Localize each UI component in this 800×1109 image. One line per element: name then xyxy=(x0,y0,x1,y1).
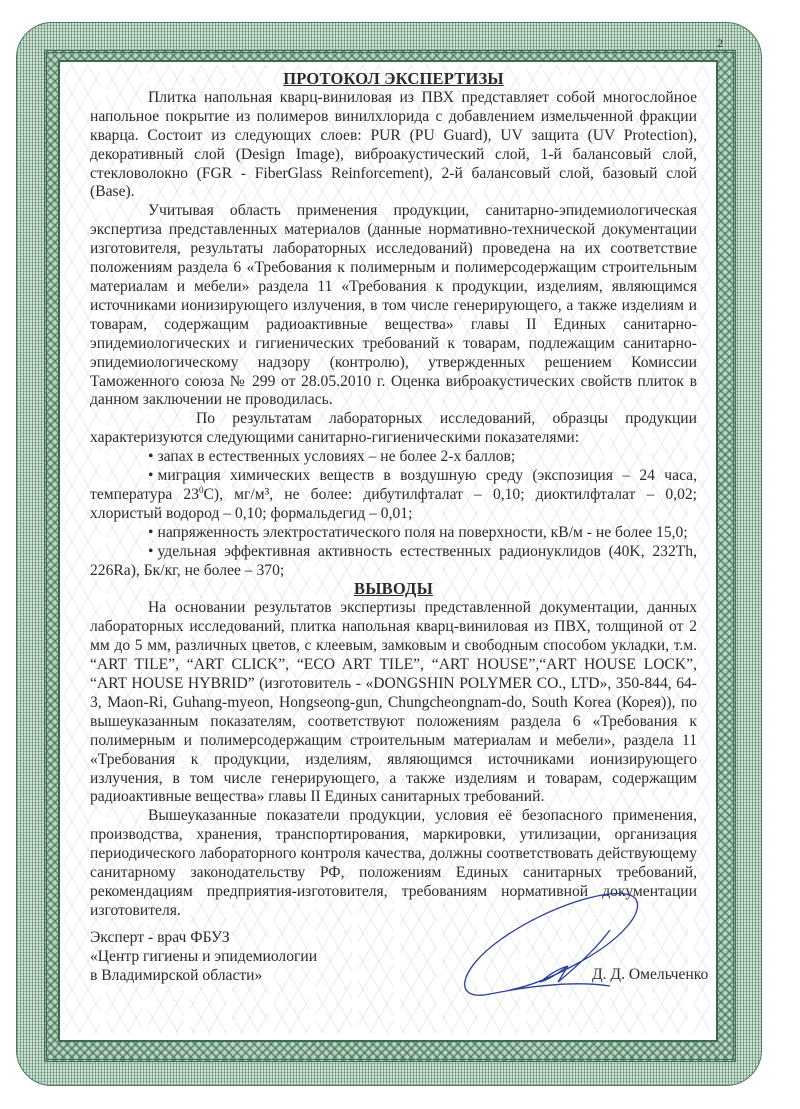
signatory-line: Эксперт - врач ФБУЗ xyxy=(90,929,230,946)
conclusion-paragraph: На основании результатов экспертизы представленной документации, данных лабораторных исследований, плитка напольная кварц-виниловая из ПВХ, толщиной от 2 мм до 5 мм, различных цветов, с клеевым, замковым и свободным способом укладки, т.м. “ART TILE”, “ART CLICK”, “ECO ART TILE”, “ART HOUSE”,“ART HOUSE LOCK”, “ART HOUSE HYBRID” (изготовитель - «DONGSHIN POLYMER CO., LTD», 350-844, 64-3, Maon-Ri, Guhang-myeon, Hongseong-gun, Chungcheongnam-do, South Korea (Корея)), по вышеуказанным показателям, соответствуют положениям раздела 6 «Требования к полимерным и полимерсодержащим строительным материалам и мебели», раздела 11 «Требования к продукции, изделиям, являющимся источниками ионизирующего излучения, в том числе генерирующего, а также изделиям и товарам, содержащим радиоактивные вещества» главы II Единых санитарных требований. xyxy=(90,599,697,806)
bullet-icon: • xyxy=(148,467,154,485)
signer-name: Д. Д. Омельченко xyxy=(592,966,709,983)
indicator-item: • напряженность электростатического поля на поверхности, кВ/м - не более 15,0; xyxy=(148,523,688,541)
conclusions-title: ВЫВОДЫ xyxy=(354,579,433,599)
bullet-icon: • xyxy=(148,542,154,560)
indicator-item: • запах в естественных условиях – не более 2-х баллов; xyxy=(148,448,516,466)
document-title: ПРОТОКОЛ ЭКСПЕРТИЗЫ xyxy=(283,69,504,88)
expertise-scope-paragraph: Учитывая область применения продукции, санитарно-эпидемиологическая экспертиза представленных материалов (данные нормативно-технической документации изготовителя, результаты лабораторных исследований) проведена на их соответствие положениям раздела 6 «Требования к полимерным и полимерсодержащим строительным материалам и мебели» раздела 11 «Требования к продукции, изделиям, являющимся источниками ионизирующего излучения, в том числе генерирующего, а также изделиям и товарам, содержащим радиоактивные вещества» главы II Единых санитарно-эпидемиологических и гигиенических требований к товарам, подлежащим санитарно-эпидемиологическому надзору (контролю), утвержденных решением Комиссии Таможенного союза № 299 от 28.05.2010 г. Оценка виброакустических свойств плиток в данном заключении не проводилась. xyxy=(90,202,697,409)
signatory-line: в Владимирской области» xyxy=(90,967,263,984)
document-body xyxy=(90,70,697,921)
signatory-line: «Центр гигиены и эпидемиологии xyxy=(90,948,318,965)
bullet-icon: • xyxy=(148,448,154,466)
indicators-list xyxy=(90,448,697,580)
requirements-paragraph: Вышеуказанные показатели продукции, условия её безопасного применения, производства, хранения, транспортирования, маркировки, утилизации, организация периодического лабораторного контроля качества, должны соответствовать действующему санитарному законодательству РФ, положениям Единых санитарных требований, рекомендациям предприятия-изготовителя, требованиям нормативной документации изготовителя. xyxy=(90,807,697,919)
signatory-position xyxy=(90,928,317,985)
indicator-item: • удельная эффективная активность естественных радионуклидов (40K, 232Th, 226Ra), Бк/кг, не более – 370; xyxy=(90,542,697,579)
page-number: 2 xyxy=(717,36,723,50)
handwritten-signature-icon xyxy=(460,890,650,1002)
lab-results-intro-paragraph: По результатам лабораторных исследований, образцы продукции характеризуются следующими санитарно-гигиеническими показателями: xyxy=(90,410,697,447)
indicator-item: • миграция химических веществ в воздушную среду (экспозиция – 24 часа, температура $23^0С$), мг/м³, не более: дибутилфталат – 0,10; диоктилфталат – 0,02; хлористый водород – 0,10; формальдегид – 0,01; xyxy=(90,467,697,522)
bullet-icon: • xyxy=(148,523,154,541)
product-description-paragraph: Плитка напольная кварц-виниловая из ПВХ представляет собой многослойное напольное покрытие из полимеров винилхлорида с добавлением измельченной фракции кварца. Состоит из следующих слоев: PUR (PU Guard), UV защита (UV Protection), декоративный слой (Design Image), виброакустический слой, 1-й балансовый слой, стекловолокно (FGR - FiberGlass Reinforcement), 2-й балансовый слой, базовый слой (Base). xyxy=(90,88,697,201)
